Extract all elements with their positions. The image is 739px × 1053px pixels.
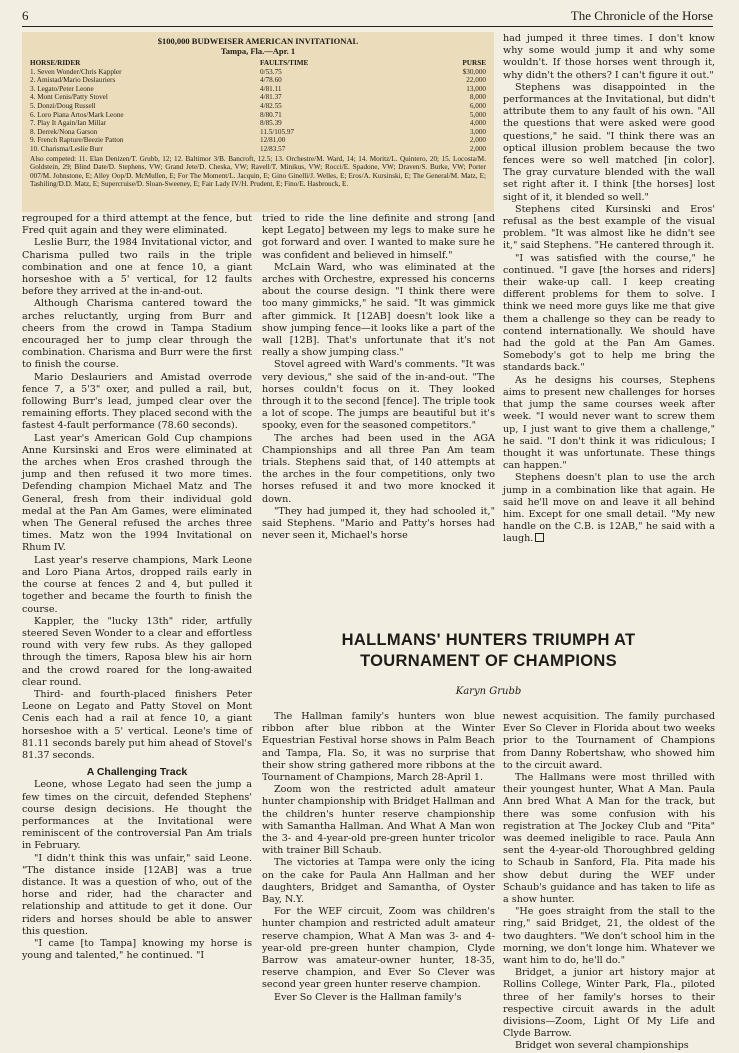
- byline: Karyn Grubb: [455, 686, 522, 697]
- result-row: [30, 102, 486, 111]
- result-purse: 13,000: [466, 84, 486, 93]
- subheading: A Challenging Track: [86, 766, 188, 779]
- headline-line-1: HALLMANS' HUNTERS TRIUMPH AT: [341, 631, 636, 649]
- result-purse: 2,000: [469, 136, 486, 145]
- paragraph: As he designs his courses, Stephens aims to present new challenges for horses that jump the same courses week after week. "I would never want to screw them up, I just want to give them a challenge," he said. "I don't think it was ridiculous; I thought it was unfortunate. These things can happen.": [503, 374, 715, 472]
- result-horse-rider: 4. Mont Cenis/Patty Stovel: [30, 93, 108, 102]
- paragraph: Bridget won several championships: [515, 1040, 689, 1052]
- result-row: [30, 76, 486, 85]
- column-left: [22, 213, 252, 962]
- headline-line-2: TOURNAMENT OF CHAMPIONS: [360, 652, 617, 670]
- page-number: 6: [22, 8, 29, 23]
- result-purse: 8,000: [469, 93, 486, 102]
- result-purse: 4,000: [469, 119, 486, 128]
- result-purse: 2,000: [469, 144, 486, 153]
- paragraph: Last year's American Gold Cup champions Anne Kursinski and Eros were eliminated at the arches when Eros crashed through the jump and then refused it two more times. Defending champion Michael Matz and The General, fresh from their individual gold medal at the Pan Am Games, were eliminated when The General refused the arches three times. Matz won the 1994 Invitational on Rhum IV.: [22, 432, 252, 554]
- paragraph: Zoom won the restricted adult amateur hunter championship with Bridget Hallman and the children's hunter reserve championship with Samantha Hallman. And What A Man won the 3- and 4-year-old pre-green hunter tricolor with trainer Bill Schaub.: [262, 784, 495, 857]
- result-purse: 6,000: [469, 101, 486, 110]
- paragraph: Kappler, the "lucky 13th" rider, artfully steered Seven Wonder to a clear and effortless round with very few rubs. As they galloped through the timers, Raposa blew his air horn and the crowd roared for the long-awaited clear round.: [22, 615, 252, 688]
- paragraph: "I came [to Tampa] knowing my horse is young and talented," he continued. "I: [22, 937, 252, 962]
- paragraph: "He goes straight from the stall to the ring," said Bridget, 21, the oldest of the two daughters. "We don't school him in the morning, we don't longe him. Whatever we want him to do, he'll do.": [503, 906, 715, 967]
- result-faults-time: 11.5/105.97: [260, 127, 295, 136]
- results-subtitle: Tampa, Fla.—Apr. 1: [220, 46, 296, 56]
- result-purse: 5,000: [469, 110, 486, 119]
- paragraph: The arches had been used in the AGA Championships and all three Pan Am team trials. Stephens said that, of 140 attempts at the arches in the four competitions, only two horses refused it and two more knocked it down.: [262, 432, 495, 505]
- paragraph: McLain Ward, who was eliminated at the arches with Orchestre, expressed his concerns about the course design. "I think there were too many gimmicks," he said. "It was gimmick after gimmick. It [12AB] doesn't look like a show jumping fence—it looks like a part of the wall [12B]. That's unfortunate that it's not really a show jumping class.": [262, 261, 495, 359]
- paragraph: Third- and fourth-placed finishers Peter Leone on Legato and Patty Stovel on Mont Cenis each had a rail at fence 10, a giant horseshoe with a 5' vertical. Leone's time of 81.11 seconds barely put him ahead of Stovel's 81.37 seconds.: [22, 688, 252, 761]
- header-rule: [22, 26, 713, 27]
- result-faults-time: 12/83.57: [260, 144, 286, 153]
- paragraph: Leslie Burr, the 1984 Invitational victor, and Charisma pulled two rails in the triple combination and one at fence 10, a giant horseshoe with a 5' vertical, for 12 faults before they arrived at the in-and-out.: [22, 237, 252, 298]
- article-headline: [262, 630, 715, 672]
- col-header-faults-time: FAULTS/TIME: [260, 59, 309, 67]
- result-faults-time: 4/82.55: [260, 101, 282, 110]
- result-row: [30, 119, 486, 128]
- paragraph: The Hallmans were most thrilled with their youngest hunter, What A Man. Paula Ann bred What A Man for the track, but there was some confusion with his registration at The Jockey Club and "Pita" was deemed ineligible to race. Paula Ann sent the 4-year-old Thoroughbred gelding to Schaub in Sanford, Fla. Pita made his show debut during the WEF under Schaub's guidance and has taken to life as a show hunter.: [503, 772, 715, 906]
- result-row: [30, 136, 486, 145]
- result-row: [30, 85, 486, 94]
- result-row: [30, 111, 486, 120]
- paragraph: Stephens was disappointed in the performances at the Invitational, but didn't attribute them to any fault of his own. "All the questions that were asked were good questions," he said. "I think there was an optical illusion problem because the two fences were so well matched [in color]. The gray curvature blended with the wall set right after it. I think [the horses] lost sight of it, it blended so well.": [503, 81, 715, 203]
- results-title: $100,000 BUDWEISER AMERICAN INVITATIONAL: [157, 36, 359, 46]
- paragraph: "They had jumped it, they had schooled it," said Stephens. "Mario and Patty's horses had never seen it, Michael's horse: [262, 505, 495, 542]
- result-faults-time: 8/85.39: [260, 119, 282, 128]
- result-horse-rider: 9. French Rapture/Beezie Patton: [30, 136, 124, 145]
- result-horse-rider: 8. Derrek/Nona Garson: [30, 127, 98, 136]
- article2-column-left: [262, 711, 495, 1004]
- col-header-horse-rider: HORSE/RIDER: [30, 59, 81, 67]
- paragraph: Stephens cited Kursinski and Eros' refusal as the best example of the visual problem. "It was almost like he didn't see it," said Stephens. "He cantered through it.: [503, 203, 715, 252]
- page-header: [22, 8, 713, 24]
- result-purse: 3,000: [469, 127, 486, 136]
- paragraph: Mario Deslauriers and Amistad overrode fence 7, a 5'3" oxer, and pulled a rail, but, following Burr's lead, jumped clear over the remaining efforts. They placed second with the fastest 4-fault performance (78.60 seconds).: [22, 371, 252, 432]
- also-competed: Also competed: 11. Elan Denizen/T. Grubb, 12; 12. Baltimor 3/B. Bancroft, 12.5; 13. Orchestre/M. Ward, 14; 14. Moritz/L. Quintero, 20; 15. Locosta/M. Goldstein, 29; Blind Date/D. Stephens, VW; Grand Jete/D. Cheska, VW; Ravell/T. Minikus, VW; Rocci/E. Spadone, VW; Draven/S. Burke, VW; Porter 007/M. Johnstone, E; Alley Oop/D. McMullen, E; For The Moment/L. Jacquin, E; Gino Ginelli/J. Welles, E; Eros/A. Kursinski, E; The General/M. Matz, E; Tashiling/D.D. Matz, E; Supercruise/D. Sloan-Sweeney, E; Fair Lady IV/H. Prudent, E; Fino/E. Hasbrouck, E.: [30, 154, 486, 189]
- result-horse-rider: 3. Legato/Peter Leone: [30, 84, 94, 93]
- paragraph: had jumped it three times. I don't know why some would jump it and why some wouldn't. If those horses went through it, why didn't the others? I can't figure it out.": [503, 33, 715, 81]
- col-header-purse: PURSE: [462, 59, 486, 67]
- result-faults-time: 4/81.37: [260, 93, 282, 102]
- paragraph: "I didn't think this was unfair," said Leone. "The distance inside [12AB] was a true distance. It was a question of who, out of the horse and rider, had the character and relationship and attitude to get it done. Our riders and horses should be able to answer this question.: [22, 852, 252, 937]
- paragraph: tried to ride the line definite and strong [and kept Legato] between my legs to make sure he got forward and over. I wanted to make sure he was confident and believed in himself.": [262, 213, 495, 261]
- paragraph: regrouped for a third attempt at the fence, but Fred quit again and they were eliminated.: [22, 213, 252, 237]
- paragraph: The Hallman family's hunters won blue ribbon after blue ribbon at the Winter Equestrian Festival horse shows in Palm Beach and Tampa, Fla. So, it was no surprise that their show string gathered more ribbons at the Tournament of Champions, March 28-April 1.: [262, 711, 495, 784]
- result-row: [30, 145, 486, 154]
- column-right: [503, 33, 715, 546]
- results-rows: [30, 68, 486, 154]
- result-horse-rider: 7. Play It Again/Ian Millar: [30, 119, 107, 128]
- result-row: [30, 68, 486, 77]
- end-mark: [535, 533, 544, 542]
- result-row: [30, 93, 486, 102]
- column-middle: [262, 213, 495, 542]
- publication-name: The Chronicle of the Horse: [570, 8, 713, 23]
- result-faults-time: 12/81.00: [260, 136, 286, 145]
- results-box: [22, 32, 494, 212]
- result-horse-rider: 6. Loro Piana Artos/Mark Leone: [30, 110, 124, 119]
- result-horse-rider: 1. Seven Wonder/Chris Kappler: [30, 67, 122, 76]
- paragraph: Leone, whose Legato had seen the jump a few times on the circuit, defended Stephens' course design decisions. He thought the performances at the Invitational were reminiscent of the controversial Pan Am trials in February.: [22, 779, 252, 852]
- paragraph: Stephens doesn't plan to use the arch jump in a combination like that again. He said he'll move on and leave it all behind him. Except for one small detail. "My new handle on the C.B. is 12AB," he said with a laugh.: [503, 472, 715, 545]
- paragraph: For the WEF circuit, Zoom was children's hunter champion and restricted adult amateur reserve champion, What A Man was 3- and 4-year-old pre-green hunter champion, Clyde Barrow was amateur-owner hunter, 18-35, reserve champion, and Ever So Clever was second year green hunter reserve champion.: [262, 906, 495, 991]
- paragraph: Ever So Clever is the Hallman family's: [274, 991, 462, 1003]
- result-faults-time: 0/53.75: [260, 67, 282, 76]
- paragraph: Stovel agreed with Ward's comments. "It was very devious," she said of the in-and-out. "The horses couldn't focus on it. They looked through it to the second [fence]. The triple took a lot of scope. The jumps are beautiful but it's spooky, even for the seasoned competitors.": [262, 359, 495, 432]
- paragraph: "I was satisfied with the course," he continued. "I gave [the horses and riders] their wake-up call. I keep creating different problems for them to solve. I think we need more guys like me that give them a challenge so they can be ready to contend internationally. We should have had the gold at the Pan Am Games. Somebody's got to help me bring the standards back.": [503, 252, 715, 374]
- results-header-row: [30, 59, 486, 68]
- paragraph: The victories at Tampa were only the icing on the cake for Paula Ann Hallman and her daughters, Bridget and Samantha, of Oyster Bay, N.Y.: [262, 857, 495, 906]
- result-horse-rider: 10. Charisma/Leslie Burr: [30, 144, 103, 153]
- result-horse-rider: 5. Donzi/Doug Russell: [30, 101, 96, 110]
- article2-column-right: [503, 711, 715, 1053]
- result-purse: $30,000: [462, 67, 486, 76]
- paragraph: newest acquisition. The family purchased Ever So Clever in Florida about two weeks prior to the Tournament of Champions from Danny Robertshaw, who showed him to the circuit award.: [503, 711, 715, 771]
- paragraph: Although Charisma cantered toward the arches reluctantly, urging from Burr and cheers from the crowd in Tampa Stadium encouraged her to jump clear through the combination. Charisma and Burr were the first to finish the course.: [22, 298, 252, 371]
- paragraph: Bridget, a junior art history major at Rollins College, Winter Park, Fla., piloted three of her family's horses to their respective circuit awards in the adult divisions—Zoom, Light Of My Life and Clyde Barrow.: [503, 967, 715, 1040]
- paragraph: Last year's reserve champions, Mark Leone and Loro Piana Artos, dropped rails early in the course at fences 2 and 4, but pulled it together and became the fourth to finish the course.: [22, 554, 252, 615]
- result-row: [30, 128, 486, 137]
- result-faults-time: 4/81.11: [260, 84, 282, 93]
- result-purse: 22,000: [466, 76, 486, 85]
- result-horse-rider: 2. Amistad/Mario Deslauriers: [30, 76, 116, 85]
- result-faults-time: 8/80.71: [260, 110, 282, 119]
- result-faults-time: 4/78.60: [260, 76, 282, 85]
